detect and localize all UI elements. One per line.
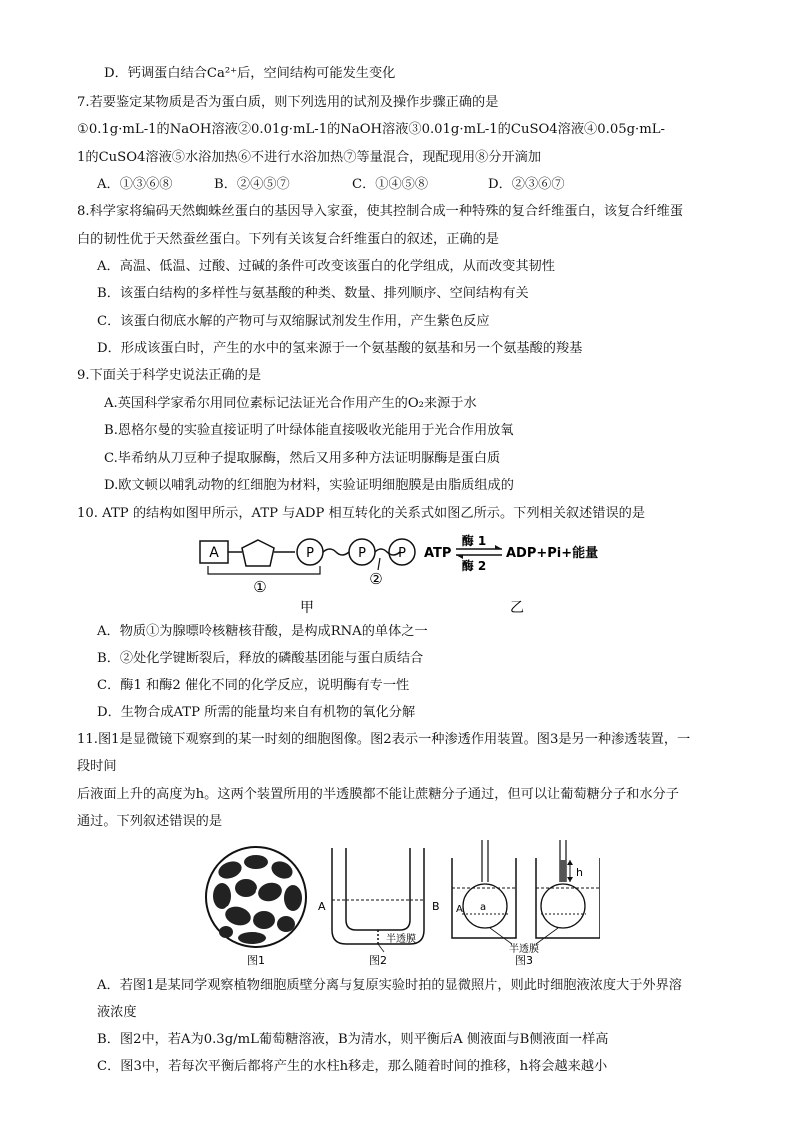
q7-option-b: B．②④⑤⑦ xyxy=(214,177,290,192)
fig2-label-a: A xyxy=(318,900,326,913)
marker-1: ① xyxy=(253,578,267,596)
q8-option-c: C．该蛋白彻底水解的产物可与双缩脲试剂发生作用，产生紫色反应 xyxy=(97,314,490,329)
adenine-label: A xyxy=(209,545,219,561)
fig3-beaker-left xyxy=(452,840,516,938)
phosphate-label-3: P xyxy=(398,546,406,561)
adp-products-label: ADP+Pi+能量 xyxy=(506,546,599,561)
atp-label: ATP xyxy=(424,546,452,561)
q8-stem-line2: 白的韧性优于天然蚕丝蛋白。下列有关该复合纤维蛋白的叙述，正确的是 xyxy=(77,232,499,247)
atp-figure xyxy=(190,530,630,620)
bracket-1 xyxy=(208,566,320,574)
q11-option-a-line2: 液浓度 xyxy=(97,1005,137,1020)
q6-option-d: D．钙调蛋白结合Ca²⁺后，空间结构可能发生变化 xyxy=(104,66,396,81)
fig3-beaker-right xyxy=(536,840,600,938)
phosphate-label-2: P xyxy=(358,546,366,561)
q10-option-d: D．生物合成ATP 所需的能量均来自有机物的氧化分解 xyxy=(97,705,416,720)
q10-stem: 10. ATP 的结构如图甲所示，ATP 与ADP 相互转化的关系式如图乙所示。下列相关叙述错误的是 xyxy=(77,506,646,521)
fig3-caption: 图3 xyxy=(515,954,533,967)
fig2-caption: 图2 xyxy=(369,954,387,967)
q11-stem-line2: 段时间 xyxy=(77,759,117,774)
q11-stem-line3: 后液面上升的高度为h。这两个装置所用的半透膜都不能让蔗糖分子通过，但可以让葡萄糖分子和水分子 xyxy=(77,787,679,802)
q9-option-a: A.英国科学家希尔用同位素标记法证光合作用产生的O₂来源于水 xyxy=(104,396,477,411)
caption-yi: 乙 xyxy=(510,600,524,616)
osmosis-figures xyxy=(200,840,600,970)
q10-option-a: A．物质①为腺嘌呤核糖核苷酸，是构成RNA的单体之一 xyxy=(97,624,428,639)
enzyme1-label: 酶 1 xyxy=(461,534,487,548)
q9-stem: 9.下面关于科学史说法正确的是 xyxy=(77,368,262,383)
q7-reagents-line2: 1的CuSO4溶液⑤水浴加热⑥不进行水浴加热⑦等量混合，现配现用⑧分开滴加 xyxy=(77,150,542,165)
q9-option-b: B.恩格尔曼的实验直接证明了叶绿体能直接吸收光能用于光合作用放氧 xyxy=(104,423,514,438)
q11-option-a-line1: A．若图1是某同学观察植物细胞质壁分离与复原实验时拍的显微照片，则此时细胞液浓度大于外界溶 xyxy=(97,978,682,993)
q7-options xyxy=(97,176,565,194)
fig3-label-h: h xyxy=(576,866,583,879)
q9-option-d: D.欧文顿以哺乳动物的红细胞为材料，实验证明细胞膜是由脂质组成的 xyxy=(104,478,514,493)
fig2-membrane-label: 半透膜 xyxy=(386,934,416,945)
fig3-label-a-outer: A xyxy=(456,904,463,915)
q7-option-a: A．①③⑥⑧ xyxy=(97,177,173,192)
caption-jia: 甲 xyxy=(300,600,314,616)
enzyme2-label: 酶 2 xyxy=(461,559,487,573)
q8-stem-line1: 8.科学家将编码天然蜘蛛丝蛋白的基因导入家蚕，使其控制合成一种特殊的复合纤维蛋白，该复合纤维蛋 xyxy=(77,204,684,219)
q8-option-b: B．该蛋白结构的多样性与氨基酸的种类、数量、排列顺序、空间结构有关 xyxy=(97,286,529,301)
q7-reagents-line1: ①0.1g·mL-1的NaOH溶液②0.01g·mL-1的NaOH溶液③0.01g·mL-1的CuSO4溶液④0.05g·mL- xyxy=(77,122,665,137)
q8-option-a: A．高温、低温、过酸、过碱的条件可改变该蛋白的化学组成，从而改变其韧性 xyxy=(97,259,555,274)
q11-option-b: B．图2中，若A为0.3g/mL葡萄糖溶液，B为清水，则平衡后A 侧液面与B侧液面一样高 xyxy=(97,1032,609,1047)
fig2-label-b: B xyxy=(432,900,440,913)
phosphate-label-1: P xyxy=(306,546,314,561)
q7-stem: 7.若要鉴定某物质是否为蛋白质，则下列选用的试剂及操作步骤正确的是 xyxy=(77,95,499,110)
q7-option-d: D．②③⑥⑦ xyxy=(488,177,565,192)
fig3-label-a-inner: a xyxy=(480,902,487,913)
q10-option-b: B．②处化学键断裂后，释放的磷酸基团能与蛋白质结合 xyxy=(97,651,424,666)
q11-stem-line1: 11.图1是显微镜下观察到的某一时刻的细胞图像。图2表示一种渗透作用装置。图3是另一种渗透装置，一 xyxy=(77,732,691,747)
q9-option-c: C.毕希纳从刀豆种子提取脲酶，然后又用多种方法证明脲酶是蛋白质 xyxy=(104,451,501,466)
q11-stem-line4: 通过。下列叙述错误的是 xyxy=(77,814,223,829)
fig1-caption: 图1 xyxy=(247,954,265,967)
q11-option-c: C．图3中，若每次平衡后都将产生的水柱h移走，那么随着时间的推移，h将会越来越小 xyxy=(97,1059,608,1074)
fig1-cells-image xyxy=(206,847,306,947)
ribose-pentagon xyxy=(242,540,274,566)
q8-option-d: D．形成该蛋白时，产生的水中的氢来源于一个氨基酸的氨基和另一个氨基酸的羧基 xyxy=(97,341,583,356)
q7-option-c: C．①④⑤⑧ xyxy=(352,177,429,192)
marker-2: ② xyxy=(369,570,383,588)
q10-option-c: C．酶1 和酶2 催化不同的化学反应，说明酶有专一性 xyxy=(97,678,410,693)
fig3-membrane-label: 半透膜 xyxy=(509,944,539,955)
